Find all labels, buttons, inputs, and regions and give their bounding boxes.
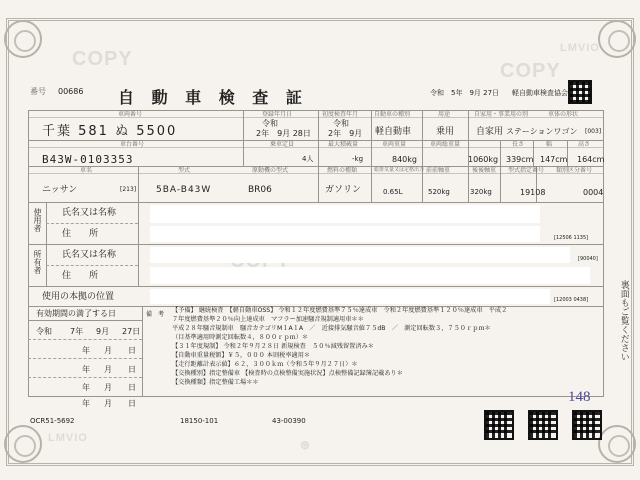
- capacity: 4人: [302, 155, 314, 163]
- label-engine: 原動機の型式: [252, 167, 289, 174]
- registration-date: 2年 9月 28日: [256, 129, 311, 138]
- label-fuel: 燃料の種類: [327, 167, 358, 174]
- body-shape: ステーションワゴン: [506, 127, 578, 136]
- maker: ニッサン: [42, 185, 78, 195]
- label-use: 用途: [438, 111, 451, 118]
- first-inspection-date: 2年 9月: [328, 129, 363, 138]
- ornamental-border: [6, 18, 634, 466]
- vehicle-purpose: 自家用: [476, 127, 504, 137]
- remarks-line: 【交換種類】指定整備工場＊＊: [172, 379, 259, 386]
- vehicle-weight: 840kg: [392, 155, 417, 164]
- expiry-month: 月: [104, 383, 112, 392]
- expiry-day: 日: [128, 346, 136, 355]
- label-model: 型式: [178, 167, 191, 174]
- label-gross-weight: 車両総重量: [430, 141, 461, 148]
- label-class-number: 類別区分番号: [556, 167, 593, 174]
- expiry-month: 月: [104, 365, 112, 374]
- body-shape-code: [003]: [585, 128, 602, 135]
- expiry-year: 年: [82, 399, 90, 408]
- expiry-month: 月: [104, 346, 112, 355]
- label-chassis-number: 車台番号: [120, 141, 145, 148]
- engine-model: BR06: [248, 185, 272, 195]
- redacted-user-name: [150, 205, 540, 223]
- redacted-owner-name: [150, 247, 570, 263]
- corner-ornament-bottom-right: [598, 425, 636, 463]
- remarks-line: 平成２８年騒音規制車 騒音カテゴリM１A１A ／ 近接排気騒音値７５dB ／ 測定回転数３，７５０ｒｐｍ＊: [172, 325, 491, 332]
- vehicle-length: 339cm: [506, 155, 534, 164]
- label-length: 長さ: [512, 141, 525, 148]
- corner-ornament-top-left: [4, 20, 42, 58]
- expiry-era: 令和: [36, 327, 52, 336]
- qr-code-footer-3: [572, 410, 602, 440]
- model-code: 5BA-B43W: [156, 185, 212, 195]
- expiry-month: 月: [104, 399, 112, 408]
- remarks-line: 【自動車重量税額】￥５，０００ 本則税率適用＊: [172, 352, 311, 359]
- expiry-year: 年: [82, 383, 90, 392]
- corner-ornament-bottom-left: [4, 425, 42, 463]
- owner-name-label: 氏名又は名称: [62, 250, 117, 260]
- redacted-base-location: [150, 289, 550, 304]
- vehicle-height: 164cm: [577, 155, 605, 164]
- label-vehicle-weight: 車両重量: [382, 141, 407, 148]
- label-registration-date: 登録年月日: [262, 111, 293, 118]
- expiry-day: 日: [128, 365, 136, 374]
- label-first-inspection: 初度検査年月: [322, 111, 359, 118]
- gross-weight: 1060kg: [468, 155, 499, 164]
- copy-watermark: COPY: [500, 60, 561, 82]
- label-maker: 車名: [80, 167, 93, 174]
- vehicle-width: 147cm: [540, 155, 568, 164]
- remarks-line: 【予備】 継続検査 【軽自動車OSS】 令和１２年度燃費基準７５％達成車 令和２年度燃費基準１２０％達成車 平成２: [172, 307, 508, 314]
- issue-date: 令和 5年 9月 27日: [430, 89, 500, 97]
- qr-code-header: [568, 80, 592, 104]
- plate-number: 千葉 581 ぬ 5500: [42, 124, 178, 139]
- front-axle-weight: 520kg: [428, 188, 450, 196]
- user-name-label: 氏名又は名称: [62, 208, 117, 218]
- label-body-shape: 車体の形状: [548, 111, 579, 118]
- remarks-line: ７年度燃費基準２０％向上達成車 マフラー加速騒音規制適用車＊＊: [172, 316, 364, 323]
- footer-code-1: 18150-101: [180, 417, 219, 425]
- qr-code-footer-1: [484, 410, 514, 440]
- displacement: 0.65L: [383, 188, 403, 196]
- label-rear-axle: 後後軸重: [472, 167, 497, 174]
- expiry-day: 日: [128, 399, 136, 408]
- lmvio-watermark: LMVIO: [48, 432, 88, 444]
- user-code: [12506 1135]: [554, 235, 589, 241]
- redacted-user-address: [150, 226, 540, 242]
- label-plate-number: 車両番号: [118, 111, 143, 118]
- chassis-number: B43W-0103353: [42, 153, 134, 166]
- document-title: 自 動 車 検 査 証: [118, 88, 308, 107]
- vehicle-kind: 軽自動車: [375, 127, 412, 137]
- owner-code: [90040]: [578, 256, 598, 262]
- remarks-label: 備 考: [146, 311, 165, 318]
- label-purpose: 自家用・事業用の別: [474, 111, 529, 118]
- remarks-line: 【走行距離計表示値】６２，３００ｋｍ（令和５年９月２７日）＊: [172, 361, 358, 368]
- remarks-line: 【交換種別】指定整備車 【検査時の点検整備実施状況】点検整備記録簿記載あり＊: [172, 370, 403, 377]
- maker-code: [213]: [120, 186, 137, 193]
- serial-number: 00686: [58, 87, 84, 96]
- rear-axle-weight: 320kg: [470, 188, 492, 196]
- label-capacity: 乗車定員: [270, 141, 295, 148]
- expiry-year: 年: [82, 365, 90, 374]
- redacted-owner-address: [150, 267, 590, 284]
- expiry-year: 年: [82, 346, 90, 355]
- issuer-watermark: ⊛: [300, 438, 312, 452]
- label-front-axle: 前前軸重: [426, 167, 451, 174]
- label-max-load: 最大積載量: [328, 141, 359, 148]
- first-inspection-era: 令和: [333, 119, 349, 128]
- lmvio-watermark: LMVIO: [560, 42, 600, 54]
- base-location-label: 使用の本拠の位置: [42, 292, 115, 302]
- remarks-line: （目基準適用時測定回転数４，８００ｒｐｍ）＊: [172, 334, 309, 341]
- user-address-label: 住 所: [62, 229, 99, 239]
- copy-watermark: COPY: [72, 48, 133, 70]
- label-displacement: 総排気量又は定格出力: [374, 167, 425, 173]
- max-load: -kg: [352, 155, 364, 163]
- class-number: 0004: [583, 188, 604, 197]
- expiry-day: 27日: [122, 327, 141, 336]
- form-number: OCR51-5692: [30, 417, 75, 425]
- expiry-day: 日: [128, 383, 136, 392]
- issuing-authority: 軽自動車検査協会: [512, 89, 568, 97]
- type-number: 19108: [520, 188, 546, 197]
- owner-label: 所有者: [33, 250, 42, 274]
- handwritten-note: 148: [568, 389, 591, 405]
- footer-code-2: 43-00390: [272, 417, 306, 425]
- base-location-code: [12003 0438]: [554, 297, 589, 303]
- label-vehicle-kind: 自動車の種別: [374, 111, 411, 118]
- fuel-type: ガソリン: [325, 185, 362, 195]
- expiry-label: 有効期間の満了する日: [36, 309, 116, 318]
- owner-address-label: 住 所: [62, 271, 99, 281]
- vehicle-use: 乗用: [436, 127, 455, 137]
- label-height: 高さ: [578, 141, 591, 148]
- serial-label: 番号: [30, 87, 46, 96]
- label-width: 幅: [546, 141, 553, 148]
- remarks-line: 【３１年度規制】 令和２年９月２８日 新規検査 ５０％減残留置済み＊: [172, 343, 374, 350]
- expiry-month: 9月: [96, 327, 110, 336]
- expiry-year: 7年: [70, 327, 84, 336]
- corner-ornament-top-right: [598, 20, 636, 58]
- reverse-side-note: 裏面もご覧ください: [618, 280, 629, 361]
- qr-code-footer-2: [528, 410, 558, 440]
- registration-era: 令和: [262, 119, 278, 128]
- label-type-number: 型式指定番号: [508, 167, 545, 174]
- user-label: 使用者: [33, 208, 42, 232]
